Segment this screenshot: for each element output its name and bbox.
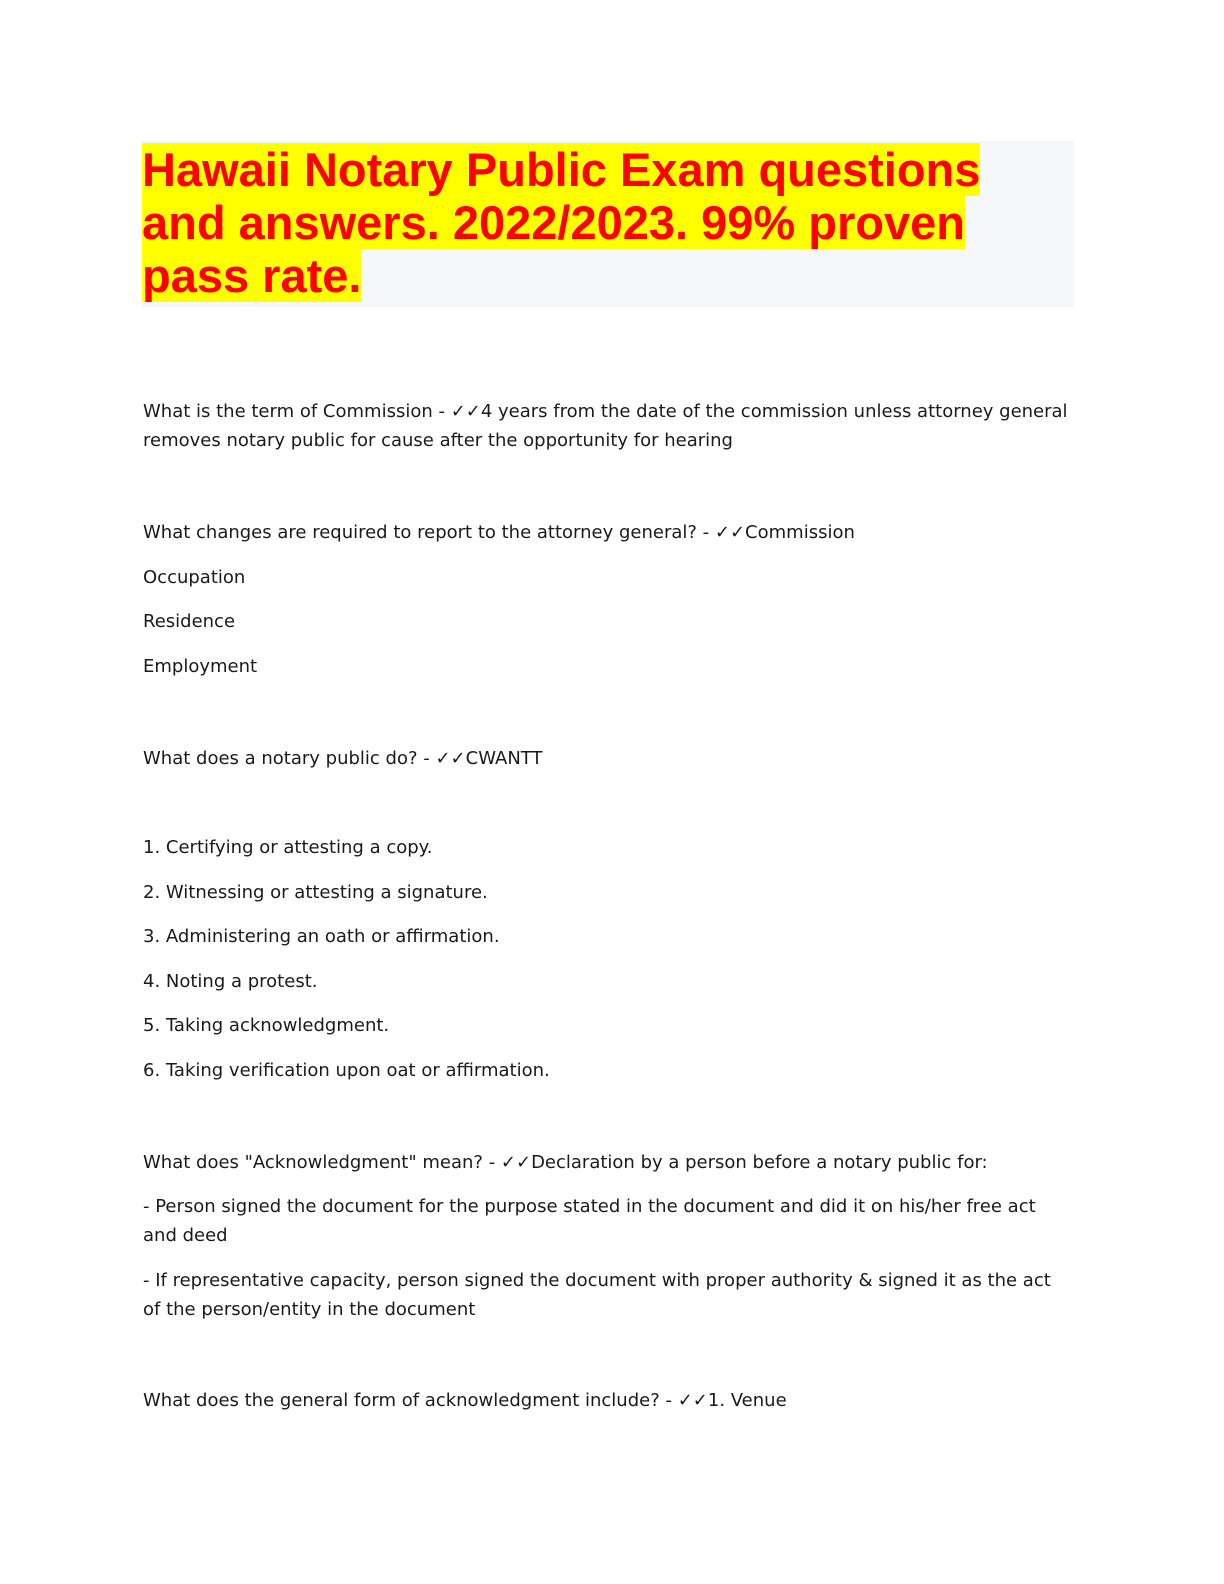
list-item: 6. Taking verification upon oat or affirmation. — [143, 1060, 550, 1081]
qa-acknowledgment-meaning: What does "Acknowledgment" mean? - ✓✓Declaration by a person before a notary public for: — [143, 1152, 988, 1173]
list-item: 4. Noting a protest. — [143, 971, 318, 992]
answer-paragraph: - If representative capacity, person signed the document with proper authority & signed it as the act of the person/entity in the document — [143, 1270, 1051, 1320]
answer-line: Occupation — [143, 567, 246, 588]
list-item: 5. Taking acknowledgment. — [143, 1015, 390, 1036]
list-item: 1. Certifying or attesting a copy. — [143, 837, 433, 858]
list-item: 2. Witnessing or attesting a signature. — [143, 882, 488, 903]
list-item: 3. Administering an oath or affirmation. — [143, 926, 500, 947]
answer-line: Residence — [143, 611, 236, 632]
document-title — [142, 143, 1022, 302]
qa-acknowledgment-form: What does the general form of acknowledgment include? - ✓✓1. Venue — [143, 1390, 787, 1411]
qa-changes-to-report: What changes are required to report to the attorney general? - ✓✓Commission — [143, 522, 855, 543]
answer-line: Employment — [143, 656, 258, 677]
qa-term-of-commission: What is the term of Commission - ✓✓4 years from the date of the commission unless attorney general removes notary public for cause after the opportunity for hearing — [143, 401, 1068, 451]
qa-notary-duties: What does a notary public do? - ✓✓CWANTT — [143, 748, 543, 769]
title-highlight: Hawaii Notary Public Exam questions and answers. 2022/2023. 99% proven pass rate. — [142, 143, 981, 302]
answer-paragraph: - Person signed the document for the purpose stated in the document and did it on his/her free act and deed — [143, 1196, 1036, 1246]
